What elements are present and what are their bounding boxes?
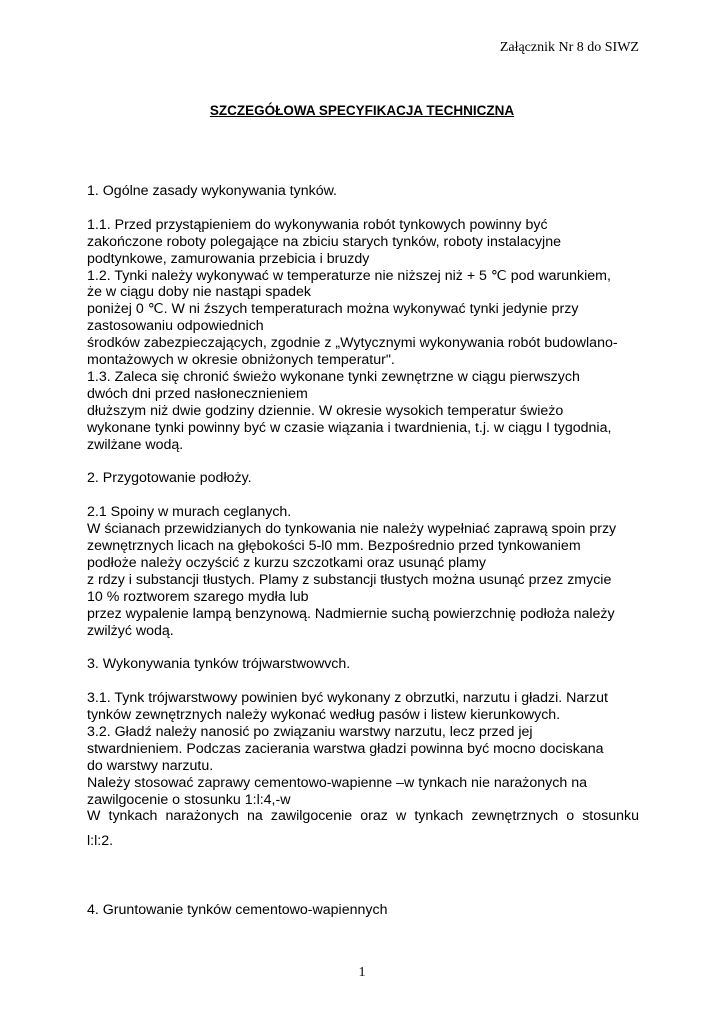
text-line: 3.1. Tynk trójwarstwowy powinien być wykonany z obrzutki, narzutu i gładzi. Narzut [87,690,608,707]
text-line: 1.1. Przed przystąpieniem do wykonywania robót tynkowych powinny być [87,216,548,233]
section-heading-4: 4. Gruntowanie tynków cementowo-wapiennych [87,902,388,919]
text-line: poniżej 0 ℃. W ni źszych temperaturach można wykonywać tynki jedynie przy [87,301,579,318]
text-line: W ścianach przewidzianych do tynkowania nie należy wypełniać zaprawą spoin przy [87,521,617,538]
text-line: 1.2. Tynki należy wykonywać w temperaturze nie niższej niż + 5 ℃ pod warunkiem, [87,267,611,284]
text-line: zawilgocenie o stosunku 1:l:4,-w [87,791,291,808]
text-line: zewnętrznych licach na głębokości 5-l0 mm. Bezpośrednio przed tynkowaniem [87,537,581,554]
document-title: SZCZEGÓŁOWA SPECYFIKACJA TECHNICZNA [209,103,515,118]
text-line: z rdzy i substancji tłustych. Plamy z substancji tłustych można usunąć przez zmycie [87,571,612,588]
text-line: zakończone roboty polegające na zbiciu starych tynków, roboty instalacyjne [87,233,561,250]
text-line: że w ciągu doby nie nastąpi spadek [87,284,311,301]
section-heading-2: 2. Przygotowanie podłoży. [87,470,252,487]
text-line: 10 % roztworem szarego mydła lub [87,588,309,605]
text-line: tynków zewnętrznych należy wykonać według pasów i listew kierunkowych. [87,707,561,724]
text-line: wykonane tynki powinny być w czasie wiązania i twardnienia, t.j. w ciągu I tygodnia, [87,419,612,436]
text-line: l:l:2. [87,833,114,850]
text-line: środków zabezpieczających, zgodnie z „Wytycznymi wykonywania robót budowlano- [87,335,618,352]
text-line: 2.1 Spoiny w murach ceglanych. [87,504,292,521]
text-line: 1.3. Zaleca się chronić świeżo wykonane tynki zewnętrzne w ciągu pierwszych [87,368,580,385]
text-line: przez wypalenie lampą benzynową. Nadmiernie suchą powierzchnię podłoża należy [87,605,615,622]
annex-label: Załącznik Nr 8 do SIWZ [499,40,639,55]
text-line: montażowych w okresie obniżonych temperatur". [87,352,395,369]
text-line: stwardnieniem. Podczas zacierania warstwa gładzi powinna być mocno dociskana [87,740,604,757]
text-line: dłuższym niż dwie godziny dziennie. W okresie wysokich temperatur świeżo [87,402,564,419]
text-line: podtynkowe, zamurowania przebicia i bruzdy [87,250,370,267]
text-line: 3.2. Gładź należy nanosić po związaniu warstwy narzutu, lecz przed jej [87,723,533,740]
text-line: zwilżyć wodą. [87,622,174,639]
section-heading-3: 3. Wykonywania tynków trójwarstwowvch. [87,656,351,673]
section-heading-1: 1. Ogólne zasady wykonywania tynków. [87,183,337,199]
text-line: dwóch dni przed nasłonecznieniem [87,385,308,402]
text-line: podłoże należy oczyścić z kurzu szczotkami oraz usunąć plamy [87,554,486,571]
text-line: do warstwy narzutu. [87,757,214,774]
text-line: zastosowaniu odpowiednich [87,318,264,335]
page-number: 1 [358,965,366,980]
text-line: zwilżane wodą. [87,436,184,453]
document-body [87,183,639,919]
text-line: Należy stosować zaprawy cementowo-wapienne –w tynkach nie narażonych na [87,774,587,791]
text-line: W tynkach narażonych na zawilgocenie oraz w tynkach zewnętrznych o stosunku [87,808,639,825]
